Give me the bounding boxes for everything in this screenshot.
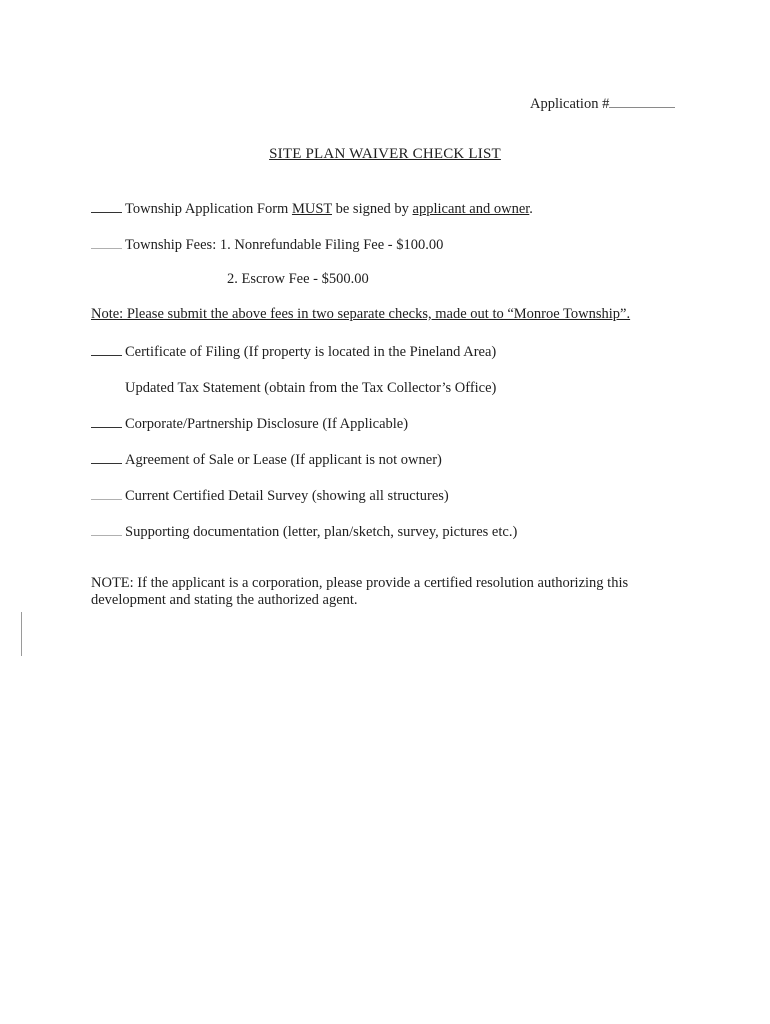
checkbox-blank[interactable]: [91, 523, 122, 536]
item-text: Township Fees: 1. Nonrefundable Filing Fee - $100.00: [125, 237, 444, 253]
application-number-blank[interactable]: [609, 94, 675, 108]
item-text: be signed by: [331, 201, 413, 217]
checklist-item-tax-statement: [91, 379, 496, 397]
checkbox-blank[interactable]: [91, 236, 122, 249]
item-text: Corporate/Partnership Disclosure (If Applicable): [125, 416, 409, 432]
checklist-item-disclosure: [91, 415, 408, 433]
corporation-note: NOTE: If the applicant is a corporation, please provide a certified resolution authorizing this development and stating the authorized agent.: [91, 575, 629, 608]
checkbox-blank[interactable]: [91, 379, 122, 392]
checklist-item-agreement-of-sale: [91, 451, 442, 469]
checkbox-blank[interactable]: [91, 200, 122, 213]
item-text: Current Certified Detail Survey (showing all structures): [125, 488, 449, 504]
fees-note: Note: Please submit the above fees in two separate checks, made out to “Monroe Township”.: [91, 306, 631, 322]
item-text: Certificate of Filing (If property is located in the Pineland Area): [125, 344, 497, 360]
scan-artifact-line: [21, 612, 22, 656]
item-text: Updated Tax Statement (obtain from the Tax Collector’s Office): [125, 380, 497, 396]
checklist-item-township-fees: [91, 236, 443, 254]
checkbox-blank[interactable]: [91, 343, 122, 356]
application-number-label: Application #: [530, 96, 610, 112]
escrow-fee-line: 2. Escrow Fee - $500.00: [227, 271, 369, 287]
checkbox-blank[interactable]: [91, 415, 122, 428]
checklist-item-detail-survey: [91, 487, 449, 505]
checkbox-blank[interactable]: [91, 487, 122, 500]
checklist-item-application-form: [91, 200, 533, 218]
item-emphasis-must: MUST: [291, 201, 332, 217]
checklist-item-supporting-docs: [91, 523, 517, 541]
checklist-item-certificate-of-filing: [91, 343, 496, 361]
item-text: .: [529, 201, 533, 217]
application-number-field: [530, 94, 675, 113]
item-text: Agreement of Sale or Lease (If applicant is not owner): [125, 452, 442, 468]
checkbox-blank[interactable]: [91, 451, 122, 464]
item-text: Township Application Form: [125, 201, 292, 217]
page-title: SITE PLAN WAIVER CHECK LIST: [269, 146, 501, 162]
item-text: Supporting documentation (letter, plan/sketch, survey, pictures etc.): [125, 524, 518, 540]
item-emphasis-applicant-owner: applicant and owner: [412, 201, 530, 217]
